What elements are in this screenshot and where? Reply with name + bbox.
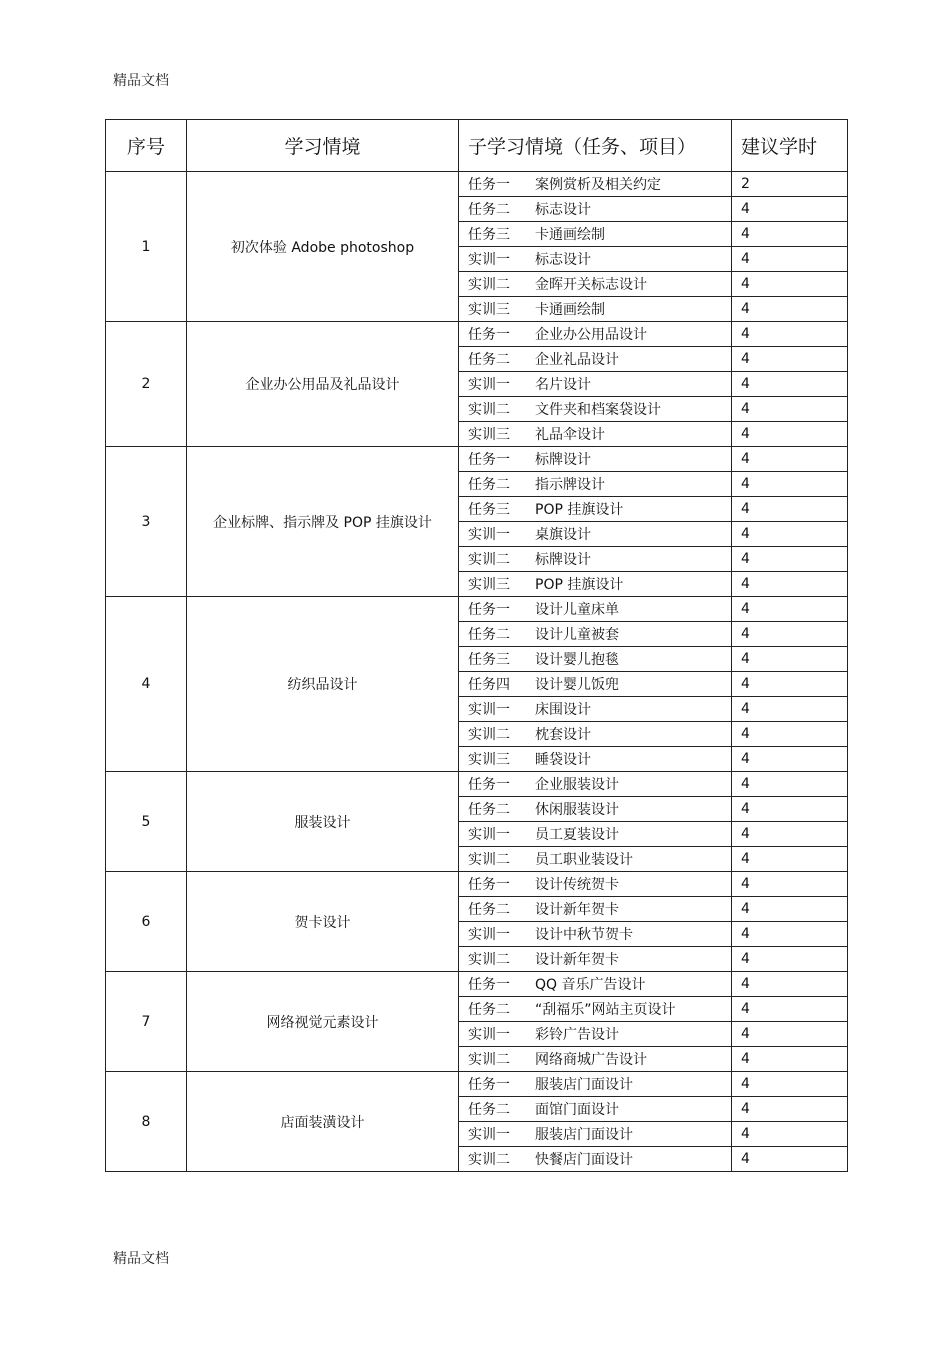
sub-context-type: 任务三 — [468, 652, 510, 668]
learning-context: 网络视觉元素设计 — [187, 972, 459, 1072]
sub-context-name: 设计婴儿抱毯 — [535, 652, 619, 668]
header-watermark: 精品文档 — [113, 73, 169, 89]
suggested-hours: 4 — [732, 922, 848, 947]
table-row — [106, 772, 848, 797]
sub-context-cell — [459, 972, 732, 997]
suggested-hours: 4 — [732, 1122, 848, 1147]
sub-context-name: 设计新年贺卡 — [535, 902, 619, 918]
sub-context-type: 实训二 — [468, 1152, 510, 1168]
row-number: 1 — [106, 172, 187, 322]
suggested-hours: 4 — [732, 947, 848, 972]
sub-context-cell — [459, 422, 732, 447]
learning-context: 服装设计 — [187, 772, 459, 872]
sub-context-cell — [459, 697, 732, 722]
sub-context-name: 设计新年贺卡 — [535, 952, 619, 968]
sub-context-type: 任务二 — [468, 352, 510, 368]
sub-context-type: 任务一 — [468, 877, 510, 893]
column-header-no: 序号 — [106, 120, 187, 172]
sub-context-type: 实训一 — [468, 927, 510, 943]
sub-context-cell — [459, 197, 732, 222]
suggested-hours: 4 — [732, 397, 848, 422]
sub-context-cell — [459, 1122, 732, 1147]
suggested-hours: 4 — [732, 447, 848, 472]
column-header-sub: 子学习情境（任务、项目） — [459, 120, 732, 172]
suggested-hours: 4 — [732, 547, 848, 572]
sub-context-type: 任务二 — [468, 1102, 510, 1118]
suggested-hours: 4 — [732, 772, 848, 797]
sub-context-cell — [459, 922, 732, 947]
sub-context-name: 企业服装设计 — [535, 777, 619, 793]
suggested-hours: 4 — [732, 897, 848, 922]
suggested-hours: 4 — [732, 1047, 848, 1072]
sub-context-name: 标牌设计 — [535, 552, 591, 568]
row-number: 5 — [106, 772, 187, 872]
sub-context-type: 任务三 — [468, 227, 510, 243]
suggested-hours: 4 — [732, 322, 848, 347]
suggested-hours: 4 — [732, 497, 848, 522]
sub-context-type: 实训二 — [468, 1052, 510, 1068]
sub-context-type: 实训二 — [468, 952, 510, 968]
sub-context-type: 任务三 — [468, 502, 510, 518]
suggested-hours: 4 — [732, 1147, 848, 1172]
sub-context-name: 案例赏析及相关约定 — [535, 177, 661, 193]
row-number: 2 — [106, 322, 187, 447]
table-header-row — [106, 120, 848, 172]
suggested-hours: 4 — [732, 622, 848, 647]
sub-context-name: 枕套设计 — [535, 727, 591, 743]
suggested-hours: 4 — [732, 647, 848, 672]
sub-context-cell — [459, 747, 732, 772]
sub-context-cell — [459, 572, 732, 597]
sub-context-name: 卡通画绘制 — [535, 227, 605, 243]
sub-context-type: 任务二 — [468, 902, 510, 918]
table-row — [106, 322, 848, 347]
sub-context-cell — [459, 172, 732, 197]
table-body — [106, 172, 848, 1172]
sub-context-cell — [459, 522, 732, 547]
sub-context-cell — [459, 847, 732, 872]
sub-context-name: 标志设计 — [535, 252, 591, 268]
learning-context: 纺织品设计 — [187, 597, 459, 772]
sub-context-type: 实训二 — [468, 277, 510, 293]
suggested-hours: 4 — [732, 272, 848, 297]
sub-context-cell — [459, 1097, 732, 1122]
sub-context-type: 实训一 — [468, 527, 510, 543]
sub-context-cell — [459, 222, 732, 247]
learning-context: 店面装潢设计 — [187, 1072, 459, 1172]
sub-context-cell — [459, 472, 732, 497]
sub-context-name: 标志设计 — [535, 202, 591, 218]
sub-context-cell — [459, 1047, 732, 1072]
row-number: 8 — [106, 1072, 187, 1172]
sub-context-type: 任务二 — [468, 627, 510, 643]
suggested-hours: 4 — [732, 672, 848, 697]
sub-context-name: 设计婴儿饭兜 — [535, 677, 619, 693]
column-header-context: 学习情境 — [187, 120, 459, 172]
suggested-hours: 4 — [732, 572, 848, 597]
sub-context-name: QQ 音乐广告设计 — [535, 977, 646, 993]
sub-context-cell — [459, 822, 732, 847]
sub-context-cell — [459, 947, 732, 972]
sub-context-name: 文件夹和档案袋设计 — [535, 402, 661, 418]
sub-context-name: 卡通画绘制 — [535, 302, 605, 318]
sub-context-type: 实训二 — [468, 402, 510, 418]
suggested-hours: 4 — [732, 522, 848, 547]
sub-context-cell — [459, 997, 732, 1022]
sub-context-name: 彩铃广告设计 — [535, 1027, 619, 1043]
sub-context-name: 企业办公用品设计 — [535, 327, 647, 343]
sub-context-name: 桌旗设计 — [535, 527, 591, 543]
sub-context-name: 礼品伞设计 — [535, 427, 605, 443]
sub-context-cell — [459, 1022, 732, 1047]
sub-context-cell — [459, 872, 732, 897]
suggested-hours: 4 — [732, 797, 848, 822]
sub-context-name: 设计儿童床单 — [535, 602, 619, 618]
sub-context-cell — [459, 347, 732, 372]
sub-context-type: 实训二 — [468, 852, 510, 868]
column-header-hours: 建议学时 — [732, 120, 848, 172]
sub-context-cell — [459, 497, 732, 522]
sub-context-type: 任务一 — [468, 177, 510, 193]
sub-context-type: 实训二 — [468, 727, 510, 743]
sub-context-cell — [459, 622, 732, 647]
suggested-hours: 4 — [732, 222, 848, 247]
footer-watermark: 精品文档 — [113, 1251, 169, 1267]
sub-context-cell — [459, 397, 732, 422]
suggested-hours: 2 — [732, 172, 848, 197]
sub-context-name: 员工职业装设计 — [535, 852, 633, 868]
sub-context-type: 实训三 — [468, 577, 510, 593]
sub-context-name: 设计传统贺卡 — [535, 877, 619, 893]
sub-context-name: POP 挂旗设计 — [535, 502, 624, 518]
sub-context-name: 名片设计 — [535, 377, 591, 393]
sub-context-type: 实训二 — [468, 552, 510, 568]
sub-context-name: 指示牌设计 — [535, 477, 605, 493]
table-row — [106, 1072, 848, 1097]
sub-context-type: 实训一 — [468, 252, 510, 268]
sub-context-cell — [459, 372, 732, 397]
sub-context-cell — [459, 297, 732, 322]
row-number: 7 — [106, 972, 187, 1072]
sub-context-name: 企业礼品设计 — [535, 352, 619, 368]
suggested-hours: 4 — [732, 422, 848, 447]
sub-context-cell — [459, 1147, 732, 1172]
suggested-hours: 4 — [732, 872, 848, 897]
table-row — [106, 172, 848, 197]
suggested-hours: 4 — [732, 347, 848, 372]
sub-context-name: 设计中秋节贺卡 — [535, 927, 633, 943]
sub-context-name: 金晖开关标志设计 — [535, 277, 647, 293]
sub-context-name: 标牌设计 — [535, 452, 591, 468]
learning-context: 贺卡设计 — [187, 872, 459, 972]
sub-context-cell — [459, 322, 732, 347]
sub-context-type: 任务一 — [468, 977, 510, 993]
table-row — [106, 972, 848, 997]
sub-context-type: 任务一 — [468, 452, 510, 468]
suggested-hours: 4 — [732, 747, 848, 772]
suggested-hours: 4 — [732, 997, 848, 1022]
sub-context-cell — [459, 272, 732, 297]
suggested-hours: 4 — [732, 822, 848, 847]
sub-context-type: 任务一 — [468, 1077, 510, 1093]
sub-context-type: 任务二 — [468, 802, 510, 818]
suggested-hours: 4 — [732, 847, 848, 872]
sub-context-cell — [459, 1072, 732, 1097]
sub-context-cell — [459, 772, 732, 797]
sub-context-type: 实训一 — [468, 377, 510, 393]
table-row — [106, 597, 848, 622]
sub-context-type: 任务二 — [468, 1002, 510, 1018]
course-plan-table — [105, 119, 848, 1172]
suggested-hours: 4 — [732, 247, 848, 272]
suggested-hours: 4 — [732, 1097, 848, 1122]
sub-context-type: 任务一 — [468, 777, 510, 793]
sub-context-name: 设计儿童被套 — [535, 627, 619, 643]
sub-context-cell — [459, 722, 732, 747]
sub-context-type: 任务二 — [468, 477, 510, 493]
suggested-hours: 4 — [732, 697, 848, 722]
sub-context-name: POP 挂旗设计 — [535, 577, 624, 593]
sub-context-type: 实训一 — [468, 827, 510, 843]
sub-context-name: 睡袋设计 — [535, 752, 591, 768]
sub-context-name: 快餐店门面设计 — [535, 1152, 633, 1168]
sub-context-type: 任务二 — [468, 202, 510, 218]
sub-context-name: “刮福乐”网站主页设计 — [535, 1002, 676, 1018]
sub-context-cell — [459, 247, 732, 272]
sub-context-cell — [459, 447, 732, 472]
table-row — [106, 447, 848, 472]
suggested-hours: 4 — [732, 372, 848, 397]
suggested-hours: 4 — [732, 1072, 848, 1097]
suggested-hours: 4 — [732, 197, 848, 222]
sub-context-name: 服装店门面设计 — [535, 1077, 633, 1093]
sub-context-type: 任务一 — [468, 602, 510, 618]
sub-context-cell — [459, 547, 732, 572]
sub-context-name: 网络商城广告设计 — [535, 1052, 647, 1068]
sub-context-cell — [459, 797, 732, 822]
sub-context-type: 实训三 — [468, 427, 510, 443]
sub-context-name: 面馆门面设计 — [535, 1102, 619, 1118]
sub-context-cell — [459, 647, 732, 672]
row-number: 6 — [106, 872, 187, 972]
row-number: 3 — [106, 447, 187, 597]
sub-context-name: 员工夏装设计 — [535, 827, 619, 843]
sub-context-type: 实训一 — [468, 702, 510, 718]
table-row — [106, 872, 848, 897]
suggested-hours: 4 — [732, 297, 848, 322]
sub-context-cell — [459, 597, 732, 622]
sub-context-type: 任务四 — [468, 677, 510, 693]
suggested-hours: 4 — [732, 472, 848, 497]
suggested-hours: 4 — [732, 972, 848, 997]
sub-context-cell — [459, 672, 732, 697]
sub-context-type: 实训三 — [468, 302, 510, 318]
sub-context-type: 实训一 — [468, 1127, 510, 1143]
suggested-hours: 4 — [732, 722, 848, 747]
sub-context-name: 休闲服装设计 — [535, 802, 619, 818]
sub-context-name: 服装店门面设计 — [535, 1127, 633, 1143]
sub-context-type: 实训一 — [468, 1027, 510, 1043]
suggested-hours: 4 — [732, 597, 848, 622]
learning-context: 企业标牌、指示牌及 POP 挂旗设计 — [187, 447, 459, 597]
row-number: 4 — [106, 597, 187, 772]
suggested-hours: 4 — [732, 1022, 848, 1047]
sub-context-type: 任务一 — [468, 327, 510, 343]
sub-context-type: 实训三 — [468, 752, 510, 768]
learning-context: 企业办公用品及礼品设计 — [187, 322, 459, 447]
sub-context-name: 床围设计 — [535, 702, 591, 718]
sub-context-cell — [459, 897, 732, 922]
learning-context: 初次体验 Adobe photoshop — [187, 172, 459, 322]
